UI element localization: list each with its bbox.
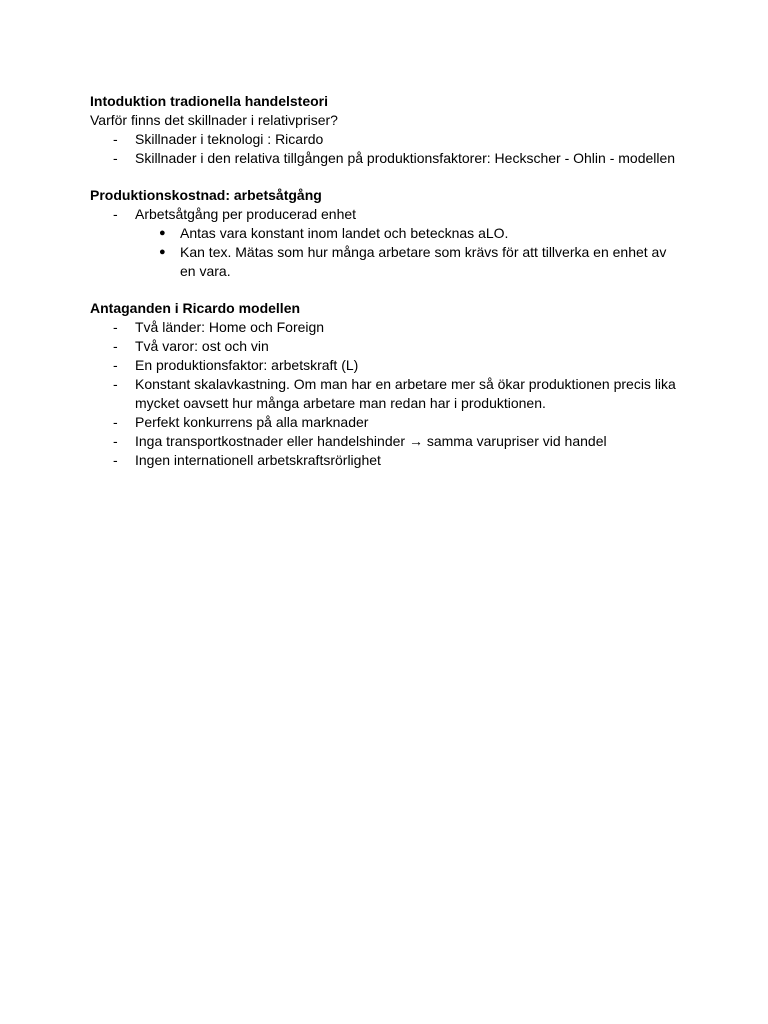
dash-marker: - (113, 131, 118, 147)
bullet-item-text: Kan tex. Mätas som hur många arbetare som krävs för att tillverka en enhet av en vara. (180, 244, 667, 279)
list-item (90, 451, 680, 470)
section-heading: Antaganden i Ricardo modellen (90, 300, 301, 316)
list-item (90, 356, 680, 375)
dash-marker: - (113, 433, 118, 449)
section-intro (90, 92, 680, 168)
list-item-text: Två varor: ost och vin (135, 338, 269, 354)
dash-marker: - (113, 319, 118, 335)
dash-list (90, 318, 680, 470)
list-item (90, 375, 680, 413)
dash-marker: - (113, 338, 118, 354)
list-item-text: Perfekt konkurrens på alla marknader (135, 414, 369, 430)
list-item-text: Ingen internationell arbetskraftsrörlighet (135, 452, 381, 468)
dash-marker: - (113, 357, 118, 373)
list-item (90, 130, 680, 149)
dash-marker: - (113, 452, 118, 468)
list-item-text: Skillnader i teknologi : Ricardo (135, 131, 324, 147)
dash-marker: - (113, 414, 118, 430)
bullet-marker: ● (159, 246, 166, 258)
list-item (90, 432, 680, 451)
list-item (90, 205, 680, 281)
list-item-text: Två länder: Home och Foreign (135, 319, 325, 335)
dash-marker: - (113, 376, 118, 392)
bullet-list (135, 224, 680, 281)
list-item-text: Skillnader i den relativa tillgången på produktionsfaktorer: Heckscher - Ohlin - modellen (135, 150, 676, 166)
bullet-item (135, 224, 680, 243)
list-item-text: En produktionsfaktor: arbetskraft (L) (135, 357, 359, 373)
section-intro-text: Varför finns det skillnader i relativpriser? (90, 112, 338, 128)
list-item-text: Konstant skalavkastning. Om man har en arbetare mer så ökar produktionen precis lika mycket oavsett hur många arbetare man redan har i produktionen. (135, 376, 676, 411)
document-page (90, 92, 680, 488)
list-item (90, 149, 680, 168)
bullet-item (135, 243, 680, 281)
dash-list (90, 205, 680, 281)
section-heading: Produktionskostnad: arbetsåtgång (90, 187, 322, 203)
dash-list (90, 130, 680, 168)
dash-marker: - (113, 206, 118, 222)
list-item (90, 413, 680, 432)
section-production-cost (90, 186, 680, 281)
dash-marker: - (113, 150, 118, 166)
list-item-text: Arbetsåtgång per producerad enhet (135, 206, 357, 222)
list-item (90, 318, 680, 337)
list-item-text: Inga transportkostnader eller handelshinder → samma varupriser vid handel (135, 433, 607, 449)
bullet-item-text: Antas vara konstant inom landet och betecknas aLO. (180, 225, 509, 241)
bullet-marker: ● (159, 227, 166, 239)
section-ricardo-assumptions (90, 299, 680, 470)
section-heading: Intoduktion tradionella handelsteori (90, 93, 329, 109)
list-item (90, 337, 680, 356)
